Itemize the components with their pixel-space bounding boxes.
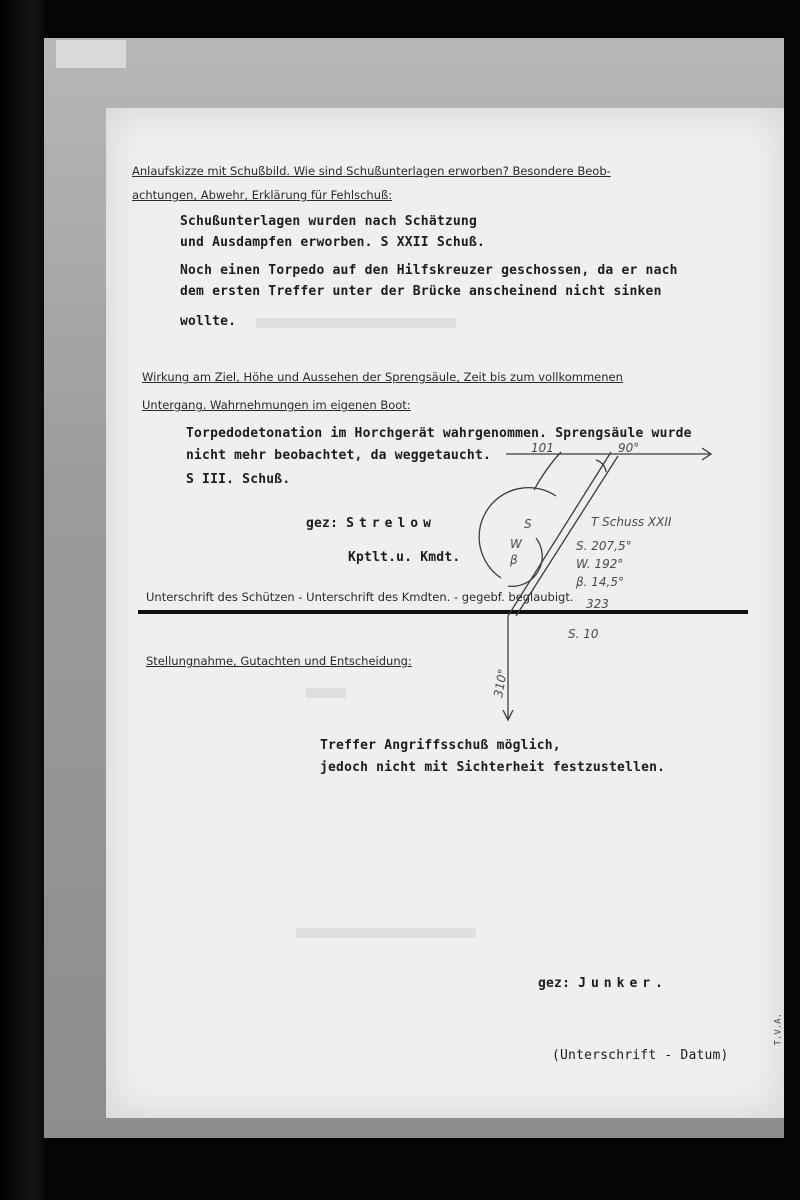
film-edge [0,0,44,1200]
sketch-angle-label-1: β [510,553,518,567]
section1-heading-line2: achtungen, Abwehr, Erklärung für Fehlschuß: [132,188,393,202]
attack-sketch [106,108,784,1118]
section2-text-line3: S III. Schuß. [186,472,291,487]
section1-text-line5: wollte. [180,314,237,329]
sketch-angle-label-3: W [510,537,522,551]
sketch-value-4: 323 [586,597,609,611]
sketch-value-5: S. 10 [568,627,599,641]
sketch-label-90: 90° [618,441,640,455]
sketch-torpedo-track-2 [516,456,618,616]
section1-heading-line1: Anlaufskizze mit Schußbild. Wie sind Schußunterlagen erworben? Besondere Beob- [132,164,611,178]
margin-vertical-text: T.V.A. [774,1013,784,1046]
signature2-name: Junker. [578,976,668,991]
sketch-value-2: W. 192° [576,557,624,571]
sketch-torpedo-track [508,452,611,616]
date-caption: (Unterschrift - Datum) [552,1048,729,1063]
sketch-value-3: β. 14,5° [576,575,625,589]
section3-heading: Stellungnahme, Gutachten und Entscheidung: [146,654,412,668]
sketch-curve [534,452,561,490]
backing-tab [56,40,126,68]
section1-text-line2: und Ausdampfen erworben. S XXII Schuß. [180,235,486,250]
section3-text-line1: Treffer Angriffsschuß möglich, [320,738,561,753]
sketch-bearing-label: 310° [491,667,510,699]
sketch-label-101: 101 [531,441,554,455]
signature1-rank: Kptlt.u. Kmdt. [348,550,461,565]
sketch-value-1: S. 207,5° [576,539,632,553]
signature1-name: Strelow [346,516,436,531]
section2-heading-line2: Untergang. Wahrnehmungen im eigenen Boot: [142,398,411,412]
section2-text-line1: Torpedodetonation im Horchgerät wahrgenommen. Sprengsäule wurde [186,426,692,441]
section1-text-line3: Noch einen Torpedo auf den Hilfskreuzer geschossen, da er nach [180,263,678,278]
section3-text-line2: jedoch nicht mit Sichterheit festzustellen. [320,760,666,775]
signature-caption: Unterschrift des Schützen - Unterschrift des Kmdten. - gegebf. beglaubigt. [146,590,574,604]
section1-text-line1: Schußunterlagen wurden nach Schätzung [180,214,477,229]
signature2-prefix: gez: [538,976,571,991]
sketch-angle-label-2: S [524,517,532,531]
sketch-shot-label: T Schuss XXII [591,515,672,529]
report-page [106,108,784,1118]
section1-text-line4: dem ersten Treffer unter der Brücke anscheinend nicht sinken [180,284,662,299]
section2-text-line2: nicht mehr beobachtet, da weggetaucht. [186,448,492,463]
signature1-prefix: gez: [306,516,339,531]
section2-heading-line1: Wirkung am Ziel, Höhe und Aussehen der Sprengsäule, Zeit bis zum vollkommenen [142,370,623,384]
